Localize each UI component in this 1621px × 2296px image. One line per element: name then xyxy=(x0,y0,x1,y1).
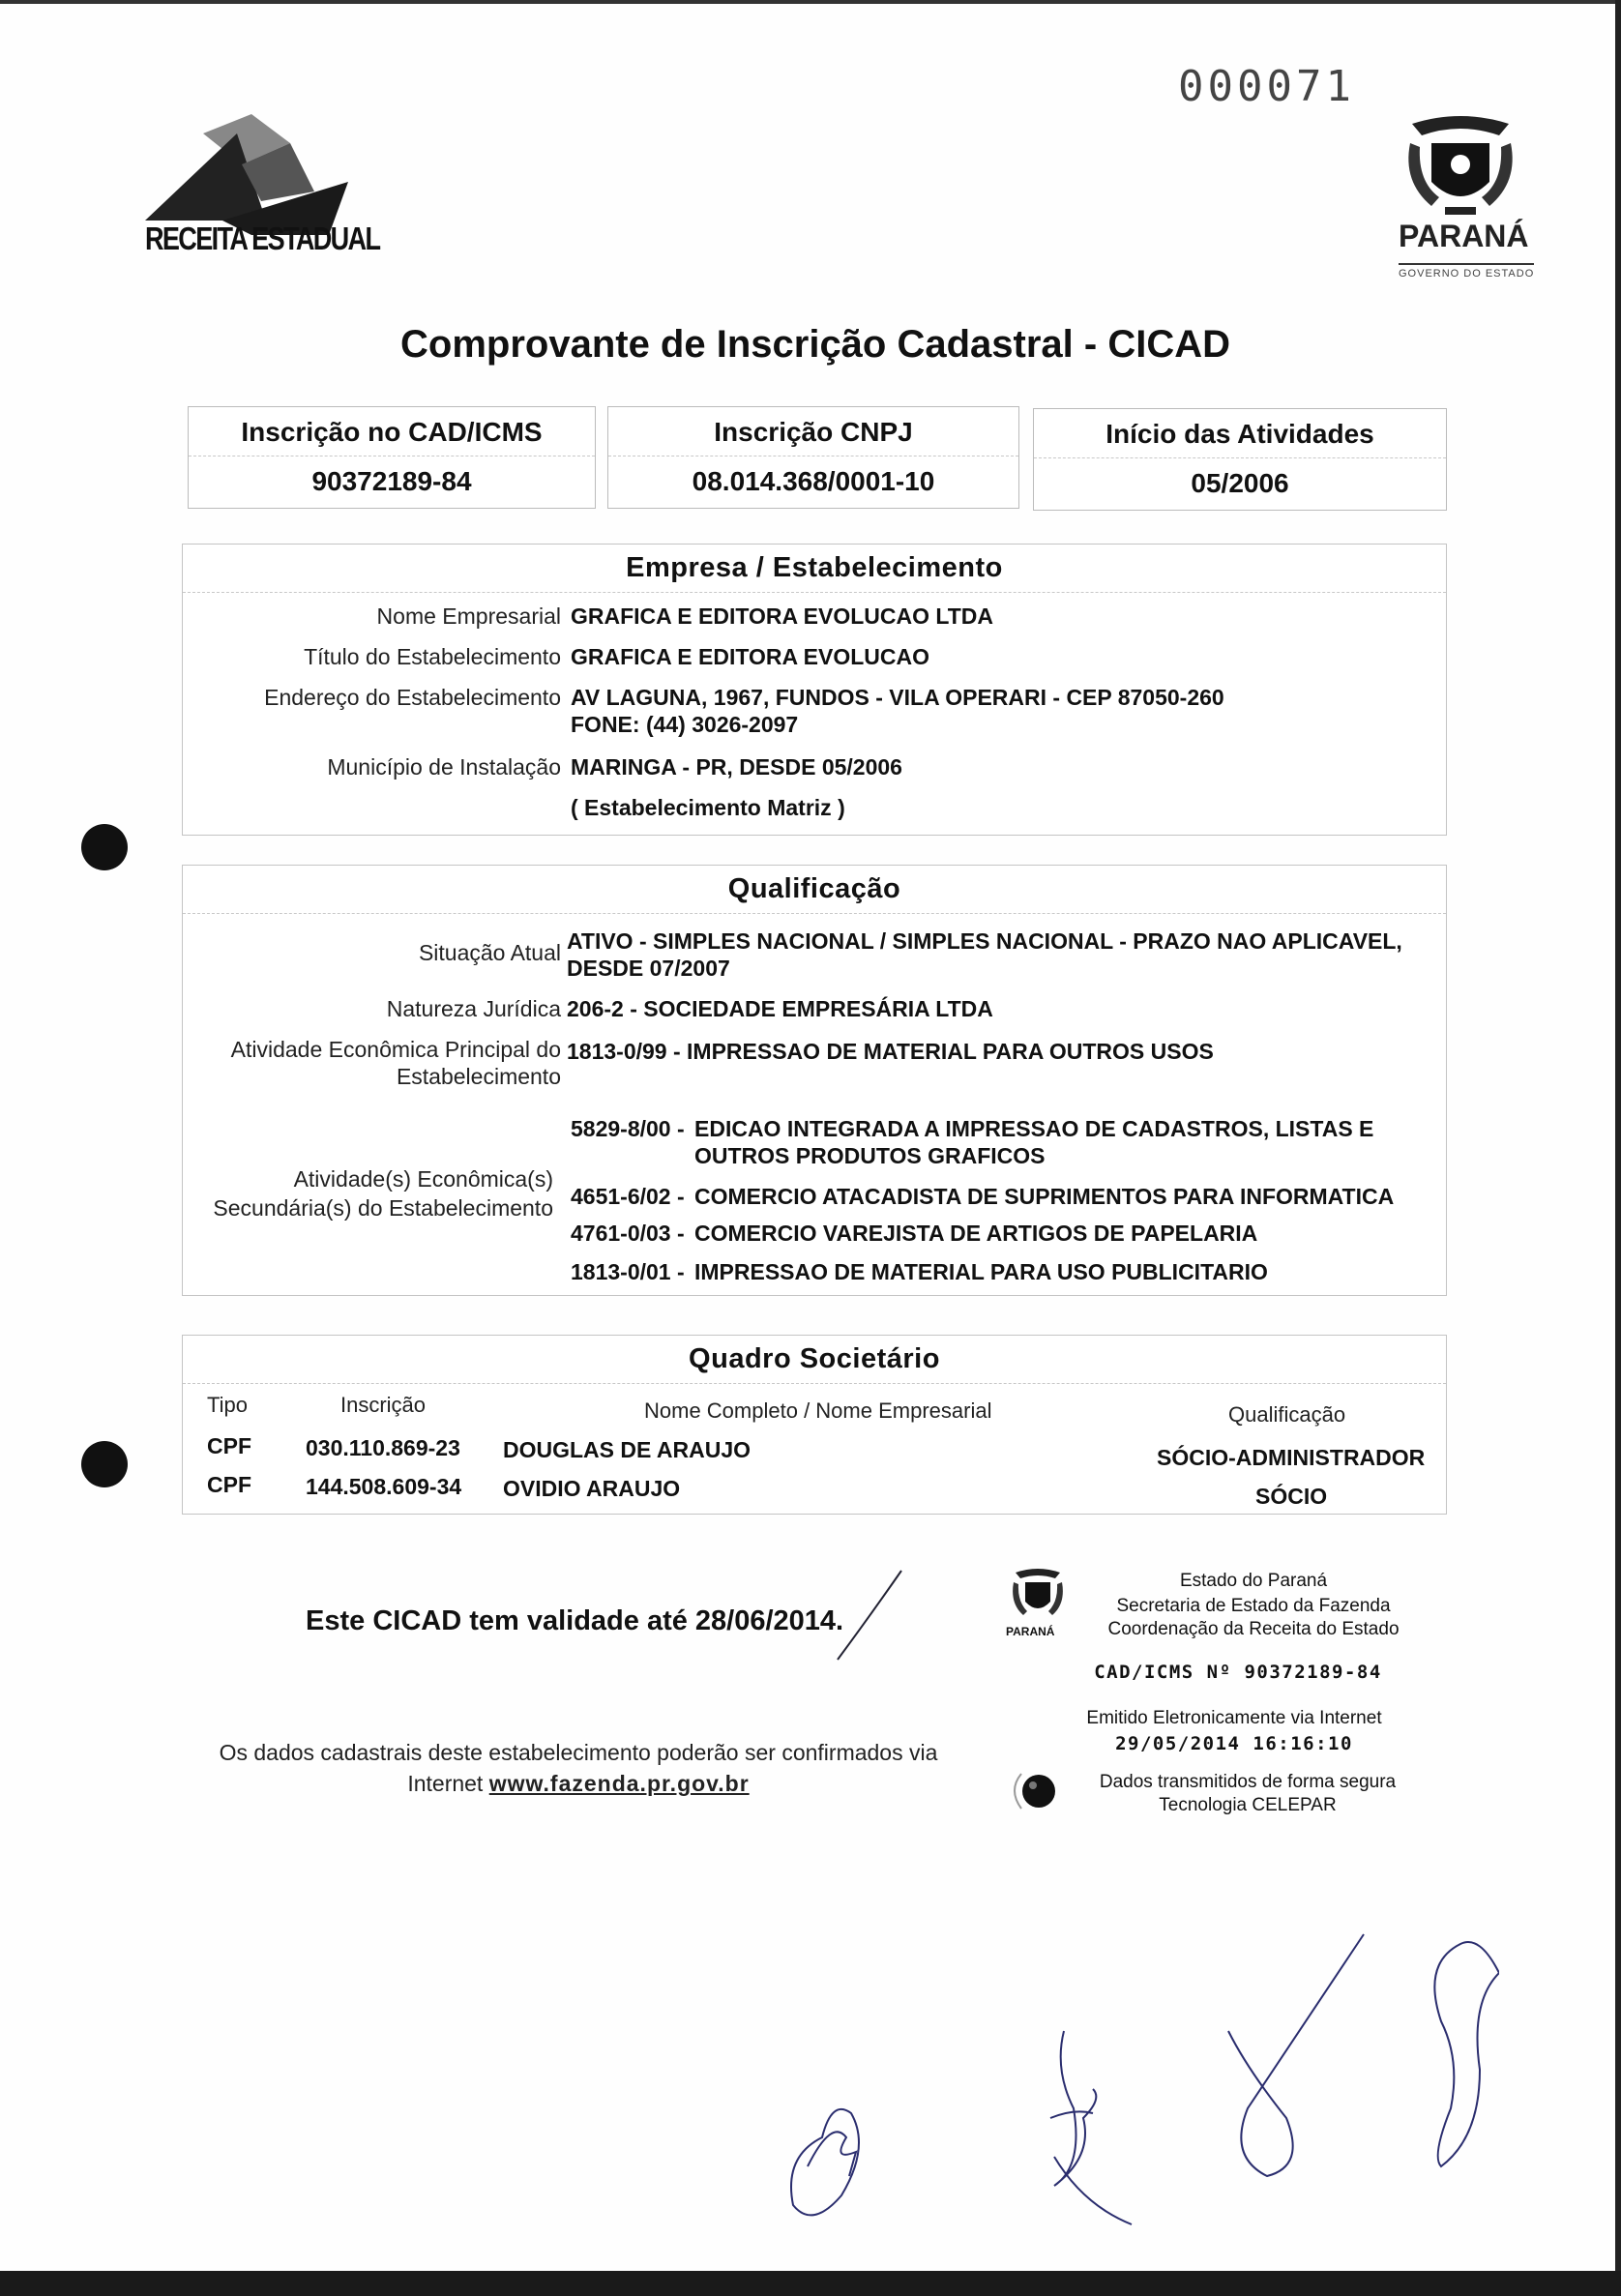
situacao-value-line2: DESDE 07/2007 xyxy=(567,956,730,981)
box-cad-icms xyxy=(188,406,596,509)
secretaria-line-2: Secretaria de Estado da Fazenda xyxy=(1116,1596,1391,1616)
footer-line-1: Os dados cadastrais deste estabelecimento poderão ser confirmados via xyxy=(219,1740,938,1765)
atividade-secundaria-3-desc: COMERCIO VAREJISTA DE ARTIGOS DE PAPELARIA xyxy=(694,1221,1258,1246)
governo-do-estado-text: GOVERNO DO ESTADO xyxy=(1399,263,1534,280)
atividades-secundarias-label-2: Secundária(s) do Estabelecimento xyxy=(213,1195,553,1221)
col-header-tipo: Tipo xyxy=(207,1393,248,1417)
atividade-secundaria-3-code: 4761-0/03 - xyxy=(571,1221,685,1246)
socio-1-nome: DOUGLAS DE ARAUJO xyxy=(503,1437,751,1462)
socio-1-inscricao: 030.110.869-23 xyxy=(306,1435,460,1460)
parana-small-logo-text: PARANÁ xyxy=(1006,1625,1055,1638)
atividade-principal-label-2: Estabelecimento xyxy=(396,1064,561,1089)
atividade-principal-value: 1813-0/99 - IMPRESSAO DE MATERIAL PARA OUTROS USOS xyxy=(567,1039,1214,1064)
box-cad-icms-value: 90372189-84 xyxy=(311,466,472,496)
municipio-value: MARINGA - PR, DESDE 05/2006 xyxy=(571,754,902,780)
secretaria-line-3: Coordenação da Receita do Estado xyxy=(1107,1619,1400,1639)
endereco-value: AV LAGUNA, 1967, FUNDOS - VILA OPERARI - CEP 87050-260 xyxy=(571,685,1224,710)
emitido-text: Emitido Eletronicamente via Internet xyxy=(1086,1708,1382,1728)
receita-estadual-logo-text: RECEITA ESTADUAL xyxy=(145,221,380,256)
footer-text xyxy=(201,1737,956,1799)
atividade-secundaria-2-code: 4651-6/02 - xyxy=(571,1184,685,1209)
box-cnpj xyxy=(607,406,1019,509)
nome-empresarial-label: Nome Empresarial xyxy=(376,603,561,629)
socio-1-tipo: CPF xyxy=(207,1433,251,1458)
seguro-line-2: Tecnologia CELEPAR xyxy=(1159,1795,1337,1815)
document-title: Comprovante de Inscrição Cadastral - CICAD xyxy=(400,323,1230,366)
natureza-juridica-label: Natureza Jurídica xyxy=(386,996,561,1021)
box-inicio-value: 05/2006 xyxy=(1191,468,1289,498)
atividade-secundaria-4-desc: IMPRESSAO DE MATERIAL PARA USO PUBLICITARIO xyxy=(694,1259,1268,1284)
pen-slash-mark-icon xyxy=(832,1567,909,1663)
atividade-secundaria-1 xyxy=(571,1116,1373,1142)
socio-2-qualificacao: SÓCIO xyxy=(1255,1484,1328,1509)
atividade-principal-label-1: Atividade Econômica Principal do xyxy=(230,1037,561,1062)
page-number-stamp: 000071 xyxy=(1178,62,1355,111)
endereco-label: Endereço do Estabelecimento xyxy=(264,685,561,710)
atividade-secundaria-1-code: 5829-8/00 - xyxy=(571,1116,685,1141)
validity-text: Este CICAD tem validade até 28/06/2014. xyxy=(306,1605,844,1636)
col-header-qualificacao: Qualificação xyxy=(1228,1402,1346,1427)
atividades-secundarias-label-1: Atividade(s) Econômica(s) xyxy=(293,1166,553,1192)
municipio-label: Município de Instalação xyxy=(327,754,561,780)
emitido-datetime: 29/05/2014 16:16:10 xyxy=(1115,1733,1353,1754)
box-inicio-atividades xyxy=(1033,408,1447,511)
natureza-juridica-value: 206-2 - SOCIEDADE EMPRESÁRIA LTDA xyxy=(567,996,993,1021)
situacao-value-line1: ATIVO - SIMPLES NACIONAL / SIMPLES NACIONAL - PRAZO NAO APLICAVEL, xyxy=(567,928,1402,954)
parana-logo-text: PARANÁ xyxy=(1399,219,1529,253)
atividade-secundaria-2-desc: COMERCIO ATACADISTA DE SUPRIMENTOS PARA INFORMATICA xyxy=(694,1184,1395,1209)
titulo-estabelecimento-label: Título do Estabelecimento xyxy=(304,644,561,669)
titulo-estabelecimento-value: GRAFICA E EDITORA EVOLUCAO xyxy=(571,644,929,669)
socio-2-tipo: CPF xyxy=(207,1472,251,1497)
box-inicio-label: Início das Atividades xyxy=(1034,409,1446,458)
scan-edge-bottom xyxy=(0,2271,1621,2296)
col-header-inscricao: Inscrição xyxy=(340,1393,427,1417)
punch-hole-bottom xyxy=(81,1441,128,1487)
atividade-secundaria-4 xyxy=(571,1259,1268,1285)
atividade-secundaria-1-desc-line2: OUTROS PRODUTOS GRAFICOS xyxy=(694,1143,1046,1168)
parana-coat-of-arms-icon xyxy=(1402,114,1518,221)
fazenda-website-link[interactable]: www.fazenda.pr.gov.br xyxy=(488,1771,750,1796)
box-cnpj-value: 08.014.368/0001-10 xyxy=(692,466,935,496)
tipo-estabelecimento: ( Estabelecimento Matriz ) xyxy=(571,795,845,820)
punch-hole-top xyxy=(81,824,128,870)
section-qualificacao-title: Qualificação xyxy=(183,866,1446,914)
section-empresa-title: Empresa / Estabelecimento xyxy=(183,545,1446,593)
box-cad-icms-label: Inscrição no CAD/ICMS xyxy=(189,407,595,456)
secretaria-line-1: Estado do Paraná xyxy=(1179,1571,1328,1591)
box-cnpj-label: Inscrição CNPJ xyxy=(608,407,1018,456)
atividade-secundaria-2 xyxy=(571,1184,1394,1210)
fone-value: FONE: (44) 3026-2097 xyxy=(571,712,799,737)
atividade-secundaria-1-desc: EDICAO INTEGRADA A IMPRESSAO DE CADASTROS, LISTAS E xyxy=(694,1116,1374,1141)
atividade-secundaria-4-code: 1813-0/01 - xyxy=(571,1259,685,1284)
secure-transmission-icon xyxy=(1012,1766,1060,1814)
col-header-nome: Nome Completo / Nome Empresarial xyxy=(644,1398,992,1423)
handwritten-initials-signatures xyxy=(764,1915,1499,2234)
nome-empresarial-value: GRAFICA E EDITORA EVOLUCAO LTDA xyxy=(571,603,993,629)
section-quadro-title: Quadro Societário xyxy=(183,1336,1446,1384)
situacao-label: Situação Atual xyxy=(418,940,561,965)
socio-1-qualificacao: SÓCIO-ADMINISTRADOR xyxy=(1157,1445,1426,1470)
footer-line-2 xyxy=(201,1768,956,1799)
scan-edge-top xyxy=(0,0,1621,4)
footer-line-2-prefix: Internet xyxy=(407,1771,484,1796)
seguro-line-1: Dados transmitidos de forma segura xyxy=(1099,1772,1397,1792)
cad-icms-number: CAD/ICMS Nº 90372189-84 xyxy=(1094,1662,1382,1683)
atividade-secundaria-3 xyxy=(571,1221,1257,1247)
socio-2-nome: OVIDIO ARAUJO xyxy=(503,1476,681,1501)
socio-2-inscricao: 144.508.609-34 xyxy=(306,1474,462,1499)
